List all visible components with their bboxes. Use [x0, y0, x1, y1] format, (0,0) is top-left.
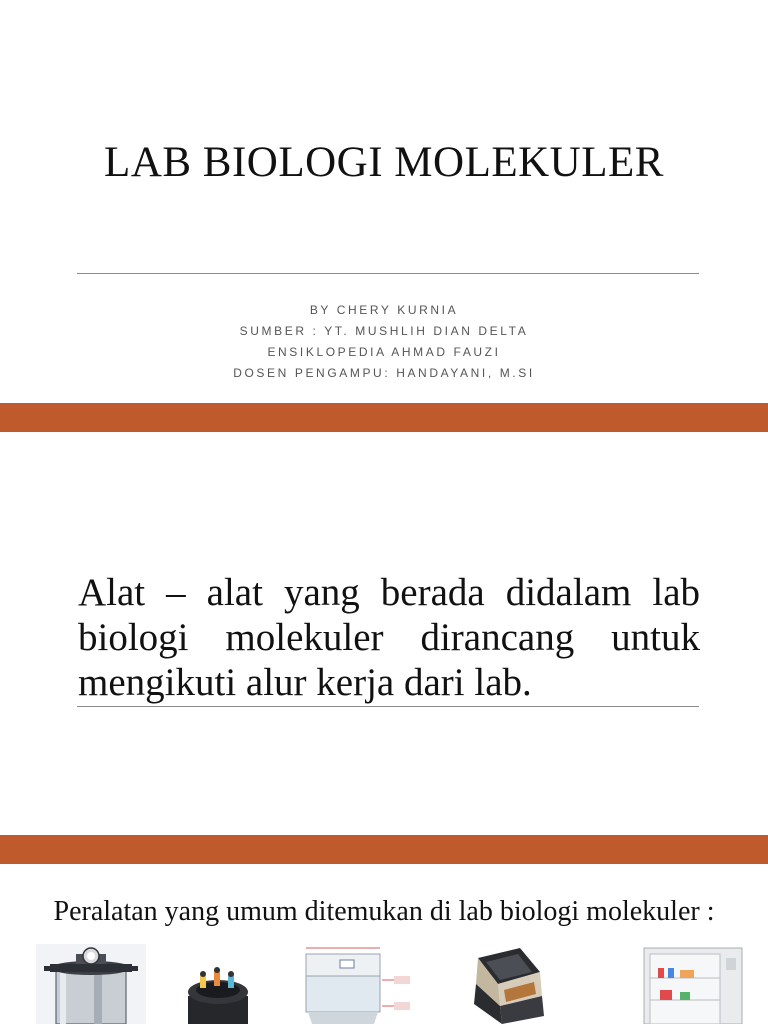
- slide-title: LAB BIOLOGI MOLEKULER: [104, 139, 664, 186]
- subtitle-lecturer: DOSEN PENGAMPU: HANDAYANI, M.SI: [233, 366, 535, 380]
- slide-body-text: Alat – alat yang berada didalam lab biologi molekuler dirancang untuk mengikuti alur kerja dari lab.: [78, 571, 700, 704]
- biosafety-cabinet-image: [298, 944, 412, 1024]
- title-slide: [0, 0, 768, 400]
- content-slide: [0, 432, 768, 832]
- slide-separator: [0, 400, 768, 432]
- incubator-image: [640, 944, 746, 1024]
- centrifuge-image: [178, 944, 258, 1024]
- equipment-heading: Peralatan yang umum ditemukan di lab biologi molekuler :: [53, 896, 715, 927]
- body-divider: [77, 706, 699, 707]
- pcr-machine-image: [458, 944, 548, 1024]
- slide-separator: [0, 832, 768, 864]
- subtitle-source-2: ENSIKLOPEDIA AHMAD FAUZI: [267, 345, 501, 359]
- subtitle-author: BY CHERY KURNIA: [309, 303, 459, 317]
- subtitle-source: SUMBER : YT. MUSHLIH DIAN DELTA: [239, 324, 529, 338]
- equipment-slide: [0, 864, 768, 1024]
- slide-subtitle: [0, 300, 768, 384]
- autoclave-image: [36, 944, 146, 1024]
- title-divider: [77, 273, 699, 274]
